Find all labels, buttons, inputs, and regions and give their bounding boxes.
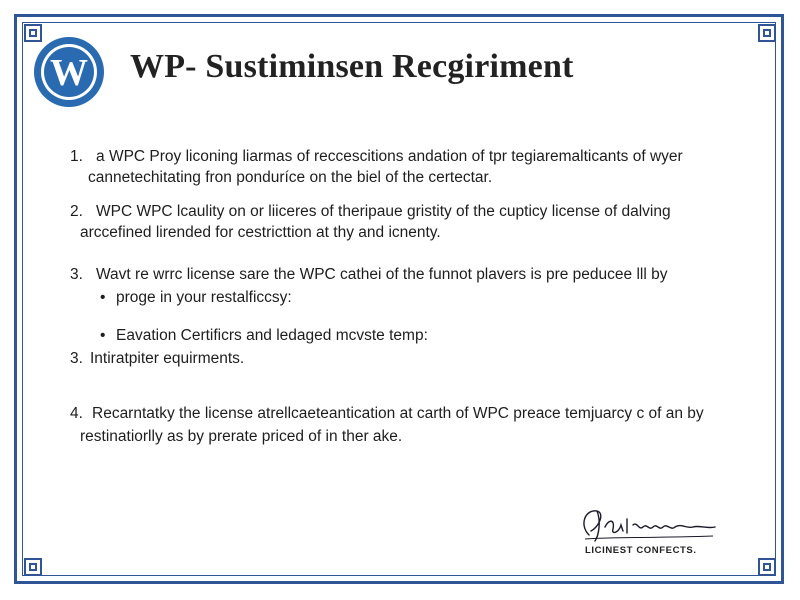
list-item	[70, 203, 671, 221]
corner-ornament-top-right	[758, 24, 776, 42]
wordpress-logo-icon	[32, 35, 106, 109]
bullet-icon: •	[100, 327, 106, 344]
item-number: 3.	[70, 350, 83, 367]
corner-ornament-bottom-left	[24, 558, 42, 576]
item-number: 1.	[70, 148, 83, 165]
list-item	[70, 350, 244, 368]
item-text-continued: restinatiorlly as by prerate priced of in ther ake.	[80, 428, 403, 445]
bullet-text: proge in your restalficcsy:	[116, 289, 292, 306]
corner-ornament-bottom-right	[758, 558, 776, 576]
item-text: Intiratpiter equirments.	[90, 350, 245, 367]
bullet-icon: •	[100, 289, 106, 306]
document-title: WP- Sustiminsen Recgiriment	[130, 48, 574, 85]
bullet-item	[100, 289, 292, 307]
item-text-continued: cannetechitating fron ponduríce on the biel of the certectar.	[88, 169, 493, 186]
item-text: WPC Proy liconing liarmas of reccescitions andation of tpr tegiaremalticants of wyer	[108, 148, 683, 165]
list-item	[70, 405, 704, 423]
list-item	[70, 266, 667, 284]
bullet-item	[100, 327, 428, 345]
item-text: WPC WPC lcaulity on or liiceres of theripaue gristity of the cupticy license of dalving	[96, 203, 671, 220]
signature-caption: LICINEST CONFECTS.	[585, 545, 697, 556]
list-item	[70, 148, 683, 166]
item-number: 4.	[70, 405, 83, 422]
item-number: 3.	[70, 266, 83, 283]
item-text: Wavt re wrrc license sare the WPC cathei of the funnot plavers is pre peducee lll by	[96, 266, 668, 283]
item-text-continued: arccefined lirended for cestricttion at thy and icnenty.	[80, 224, 441, 241]
logo-letter: W	[50, 52, 88, 94]
item-text: Recarntatky the license atrellcaeteantication at carth of WPC preace temjuarcy c of an by	[92, 405, 704, 422]
bullet-text: Eavation Certificrs and ledaged mcvste temp:	[116, 327, 428, 344]
handwritten-signature	[575, 505, 725, 545]
item-lead: a	[96, 148, 105, 165]
item-number: 2.	[70, 203, 83, 220]
